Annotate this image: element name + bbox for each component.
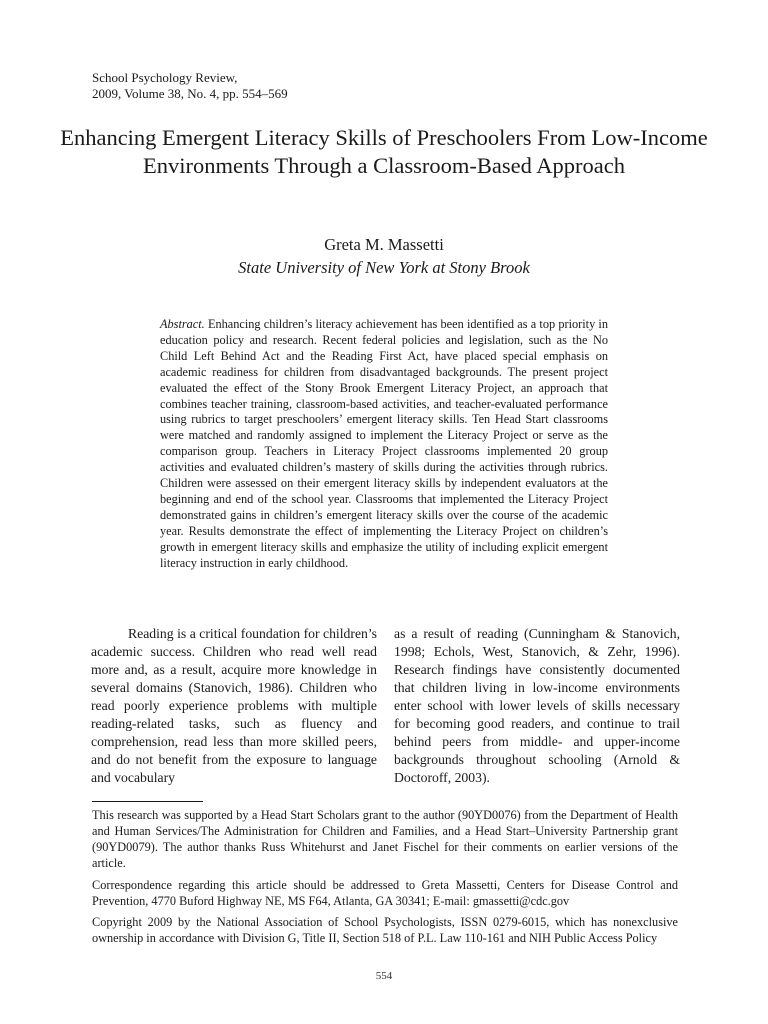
abstract-label: Abstract. xyxy=(160,317,205,331)
author-name: Greta M. Massetti xyxy=(324,235,444,254)
page-number: 554 xyxy=(375,970,393,982)
footnote-funding: This research was supported by a Head Start Scholars grant to the author (90YD0076) from the Department of Health and Human Services/The Administration for Children and Families, and a Head Start–University Partnership grant (90YD0079). The author thanks Russ Whitehurst and Janet Fischel for their comments on earlier versions of the article. xyxy=(92,808,678,870)
footnote-copyright: Copyright 2009 by the National Association of School Psychologists, ISSN 0279-6015, which has nonexclusive ownership in accordance with Division G, Title II, Section 518 of P.L. Law 110-161 and NIH Public Access Policy xyxy=(92,915,678,945)
footnote-divider xyxy=(92,801,203,802)
journal-name: School Psychology Review, xyxy=(92,70,238,85)
footnote-correspondence: Correspondence regarding this article should be addressed to Greta Massetti, Centers for Disease Control and Prevention, 4770 Buford Highway NE, MS F64, Atlanta, GA 30341; E-mail: gmassetti@cdc.gov xyxy=(92,878,678,908)
journal-citation xyxy=(92,70,288,102)
body-column-left: Reading is a critical foundation for children’s academic success. Children who read well read more and, as a result, acquire more knowledge in several domains (Stanovich, 1986). Children who read poorly experience problems with multiple reading-related tasks, such as fluency and comprehension, read less than more skilled peers, and do not benefit from the exposure to language and vocabulary xyxy=(91,626,377,785)
abstract xyxy=(160,317,608,572)
author-affiliation: State University of New York at Stony Brook xyxy=(238,258,530,277)
article-title: Enhancing Emergent Literacy Skills of Preschoolers From Low-Income Environments Through a Classroom-Based Approach xyxy=(60,125,708,178)
abstract-text: Enhancing children’s literacy achievement has been identified as a top priority in education policy and research. Recent federal policies and legislation, such as the No Child Left Behind Act and the Reading First Act, have placed special emphasis on academic readiness for children from disadvantaged backgrounds. The present project evaluated the effect of the Stony Brook Emergent Literacy Project, an approach that combines teacher training, classroom-based activities, and teacher-evaluated performance using rubrics to target preschoolers’ emergent literacy skills. Ten Head Start classrooms were matched and randomly assigned to implement the Literacy Project or serve as the comparison group. Teachers in Literacy Project classrooms implemented 20 group activities and evaluated children’s mastery of skills during the activities through rubrics. Children were assessed on their emergent literacy skills by independent evaluators at the beginning and end of the school year. Classrooms that implemented the Literacy Project demonstrated gains in children’s emergent literacy skills over the course of the academic year. Results demonstrate the effect of implementing the Literacy Project on children’s growth in emergent literacy skills and emphasize the utility of including explicit emergent literacy instruction in early childhood. xyxy=(160,317,608,570)
journal-volume-info: 2009, Volume 38, No. 4, pp. 554–569 xyxy=(92,86,288,101)
body-column-right: as a result of reading (Cunningham & Stanovich, 1998; Echols, West, Stanovich, & Zehr, 1996). Research findings have consistently documented that children living in low-income environments enter school with lower levels of skills necessary for becoming good readers, and continue to trail behind peers from middle- and upper-income backgrounds throughout schooling (Arnold & Doctoroff, 2003). xyxy=(394,626,680,785)
